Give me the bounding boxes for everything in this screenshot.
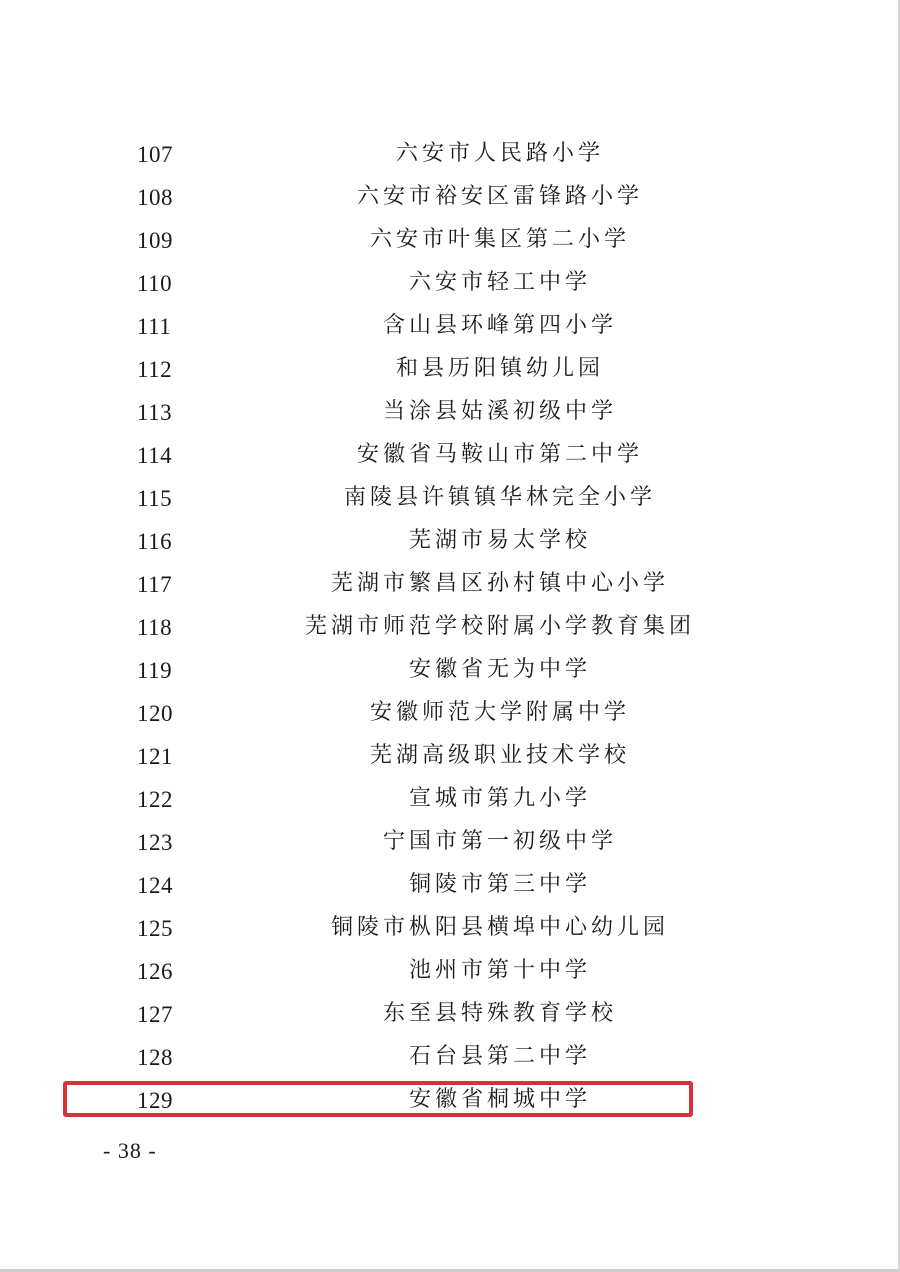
school-name: 芜湖市师范学校附属小学教育集团 [304, 614, 695, 639]
row-number: 109 [137, 228, 173, 253]
school-name: 铜陵市第三中学 [408, 872, 591, 897]
row-number: 122 [137, 787, 173, 812]
row-number: 118 [137, 615, 173, 640]
list-item [0, 778, 900, 821]
school-name: 安徽师范大学附属中学 [369, 700, 630, 725]
list-item [0, 477, 900, 520]
list-item [0, 950, 900, 993]
list-item [0, 391, 900, 434]
page-number: - 38 - [103, 1138, 157, 1163]
row-number: 112 [137, 357, 173, 382]
row-number: 111 [137, 314, 172, 339]
school-name: 含山县环峰第四小学 [382, 313, 617, 338]
row-number: 124 [137, 873, 173, 898]
school-name: 宣城市第九小学 [408, 786, 591, 811]
row-number: 114 [137, 443, 173, 468]
school-name: 芜湖高级职业技术学校 [369, 743, 630, 768]
list-item [0, 176, 900, 219]
list-item [0, 864, 900, 907]
school-name: 六安市轻工中学 [408, 270, 591, 295]
list-item [0, 348, 900, 391]
list-item [0, 735, 900, 778]
row-number: 110 [137, 271, 173, 296]
list-item [0, 821, 900, 864]
school-name: 石台县第二中学 [408, 1044, 591, 1069]
school-name: 铜陵市枞阳县横埠中心幼儿园 [330, 915, 669, 940]
school-name: 六安市叶集区第二小学 [369, 227, 630, 252]
row-number: 129 [137, 1088, 173, 1113]
school-name: 安徽省桐城中学 [408, 1087, 591, 1112]
row-number: 127 [137, 1002, 173, 1027]
row-number: 126 [137, 959, 173, 984]
school-name: 芜湖市繁昌区孙村镇中心小学 [330, 571, 669, 596]
row-number: 119 [137, 658, 173, 683]
row-number: 113 [137, 400, 173, 425]
row-number: 115 [137, 486, 173, 511]
school-name: 六安市人民路小学 [395, 141, 604, 166]
list-item [0, 262, 900, 305]
list-item [0, 434, 900, 477]
school-list [0, 133, 900, 1122]
school-name: 和县历阳镇幼儿园 [395, 356, 604, 381]
list-item [0, 133, 900, 176]
school-name: 芜湖市易太学校 [408, 528, 591, 553]
row-number: 121 [137, 744, 173, 769]
school-name: 东至县特殊教育学校 [382, 1001, 617, 1026]
list-item [0, 606, 900, 649]
school-name: 安徽省无为中学 [408, 657, 591, 682]
row-number: 117 [137, 572, 173, 597]
school-name: 安徽省马鞍山市第二中学 [356, 442, 643, 467]
list-item [0, 993, 900, 1036]
row-number: 107 [137, 142, 173, 167]
row-number: 108 [137, 185, 173, 210]
list-item [0, 305, 900, 348]
school-name: 池州市第十中学 [408, 958, 591, 983]
row-number: 116 [137, 529, 173, 554]
list-item [0, 907, 900, 950]
list-item [0, 692, 900, 735]
school-name: 当涂县姑溪初级中学 [382, 399, 617, 424]
list-item [0, 1036, 900, 1079]
school-name: 宁国市第一初级中学 [382, 829, 617, 854]
school-name: 六安市裕安区雷锋路小学 [356, 184, 643, 209]
list-item [0, 649, 900, 692]
list-item [0, 520, 900, 563]
school-name: 南陵县许镇镇华林完全小学 [343, 485, 656, 510]
row-number: 125 [137, 916, 173, 941]
row-number: 120 [137, 701, 173, 726]
row-number: 123 [137, 830, 173, 855]
list-item [0, 563, 900, 606]
list-item [0, 219, 900, 262]
list-item [0, 1079, 900, 1122]
row-number: 128 [137, 1045, 173, 1070]
